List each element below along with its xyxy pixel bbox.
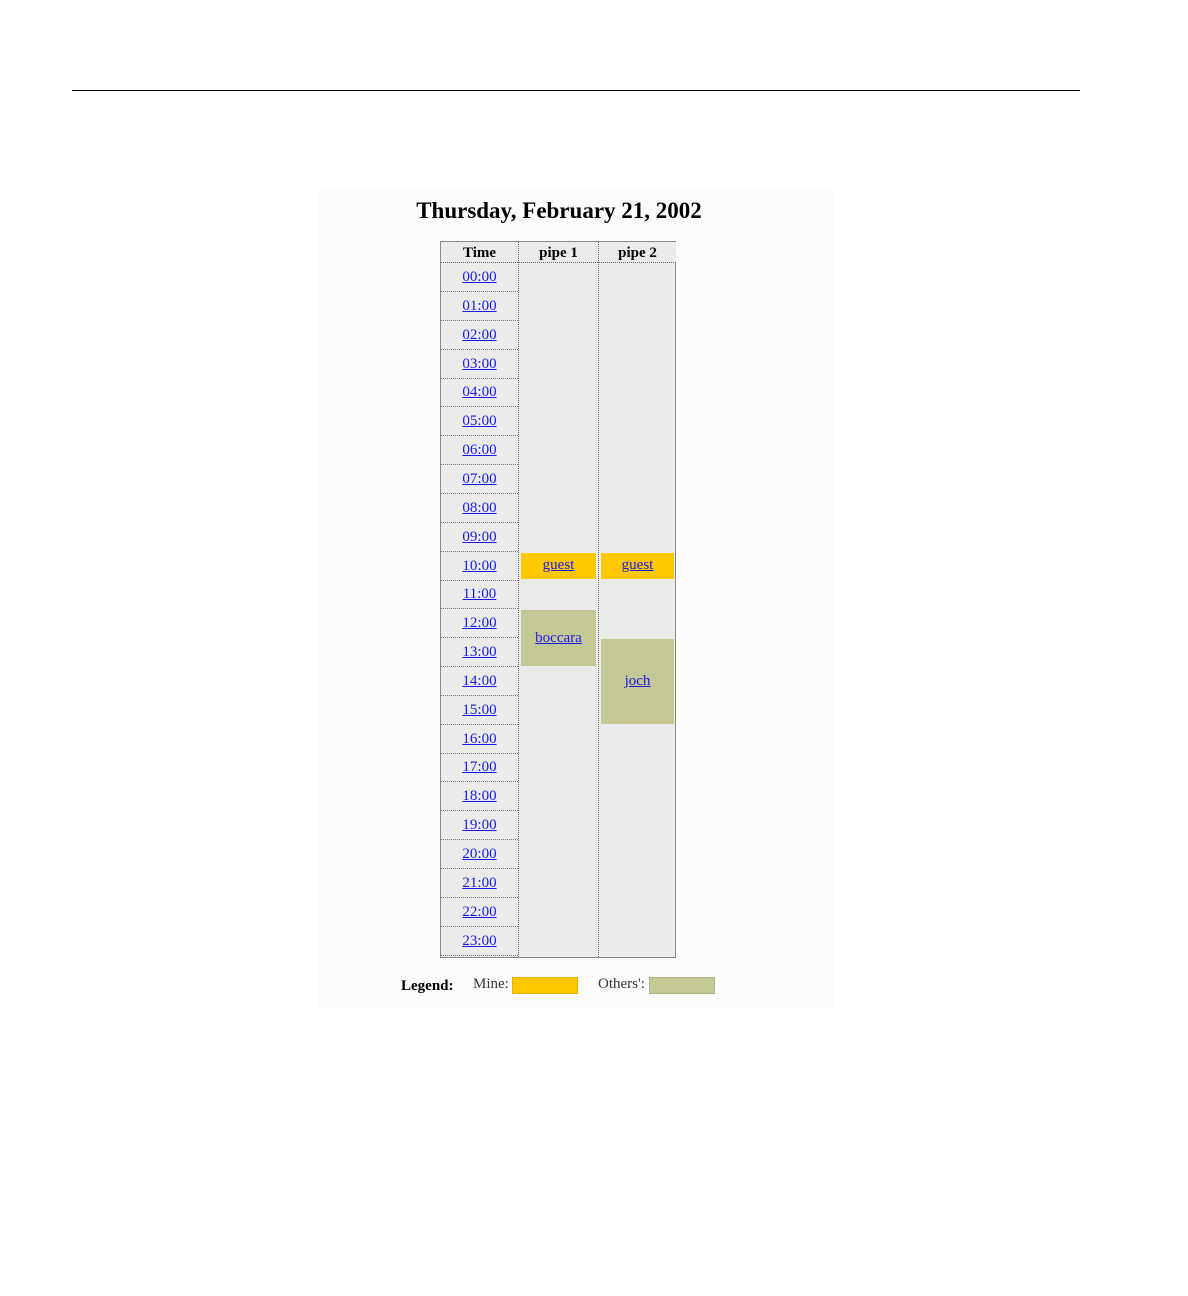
legend-others-swatch — [649, 977, 715, 994]
time-slot-link[interactable]: 22:00 — [462, 903, 497, 920]
time-slot-link[interactable]: 14:00 — [462, 672, 497, 689]
time-slot-row — [441, 638, 518, 667]
time-slot-row — [441, 263, 518, 292]
pipe2-booking-others — [601, 639, 674, 724]
legend — [318, 976, 834, 998]
time-column-header: Time — [441, 242, 518, 263]
time-slot-link[interactable]: 19:00 — [462, 817, 497, 834]
top-horizontal-rule — [72, 90, 1080, 91]
schedule-grid — [440, 241, 676, 958]
time-slot-link[interactable]: 01:00 — [462, 297, 497, 314]
time-slot-row — [441, 436, 518, 465]
time-slot-link[interactable]: 11:00 — [462, 586, 497, 603]
time-slot-link[interactable]: 23:00 — [462, 932, 497, 949]
time-slot-row — [441, 465, 518, 494]
time-slot-link[interactable]: 16:00 — [462, 730, 497, 747]
time-slot-row — [441, 927, 518, 956]
time-slot-row — [441, 321, 518, 350]
time-slot-row — [441, 523, 518, 552]
time-slot-row — [441, 782, 518, 811]
time-slot-row — [441, 753, 518, 782]
time-slot-link[interactable]: 13:00 — [462, 644, 497, 661]
pipe1-booking-mine — [521, 553, 596, 580]
time-slot-row — [441, 609, 518, 638]
time-slot-link[interactable]: 05:00 — [462, 413, 497, 430]
time-slot-link[interactable]: 21:00 — [462, 874, 497, 891]
booking-user-link[interactable]: guest — [621, 557, 654, 574]
time-slot-link[interactable]: 12:00 — [462, 615, 497, 632]
legend-label: Legend: — [401, 978, 454, 994]
booking-user-link[interactable]: boccara — [535, 629, 582, 646]
page-title: Thursday, February 21, 2002 — [416, 198, 702, 223]
schedule-panel — [318, 188, 834, 1008]
time-slot-row — [441, 840, 518, 869]
time-slot-link[interactable]: 17:00 — [462, 759, 497, 776]
time-slot-row — [441, 811, 518, 840]
time-slot-row — [441, 667, 518, 696]
time-slot-row — [441, 407, 518, 436]
time-slot-link[interactable]: 03:00 — [462, 355, 497, 372]
time-slot-row — [441, 898, 518, 927]
time-slot-row — [441, 696, 518, 725]
pipe2-booking-mine — [601, 553, 674, 580]
time-slot-row — [441, 552, 518, 581]
time-slot-row — [441, 378, 518, 407]
pipe1-column-header: pipe 1 — [519, 242, 598, 263]
time-slot-row — [441, 869, 518, 898]
booking-user-link[interactable]: guest — [542, 557, 575, 574]
time-slot-link[interactable]: 02:00 — [462, 326, 497, 343]
time-slot-link[interactable]: 07:00 — [462, 470, 497, 487]
time-slot-link[interactable]: 09:00 — [462, 528, 497, 545]
pipe1-booking-others — [521, 610, 596, 666]
pipe2-column-header: pipe 2 — [599, 242, 676, 263]
time-slot-link[interactable]: 06:00 — [462, 442, 497, 459]
time-slot-row — [441, 494, 518, 523]
time-slot-link[interactable]: 15:00 — [462, 701, 497, 718]
time-slot-link[interactable]: 00:00 — [462, 269, 497, 285]
legend-others-label: Others': — [598, 976, 645, 992]
pipe1-column — [519, 242, 598, 957]
booking-user-link[interactable]: joch — [624, 672, 651, 689]
legend-mine-label: Mine: — [473, 976, 509, 992]
legend-mine-swatch — [512, 977, 578, 994]
time-slot-link[interactable]: 04:00 — [462, 384, 497, 401]
time-column — [441, 242, 518, 957]
time-slot-row — [441, 350, 518, 379]
time-slot-row — [441, 725, 518, 754]
time-slot-link[interactable]: 18:00 — [462, 788, 497, 805]
time-slot-link[interactable]: 10:00 — [462, 557, 497, 574]
time-slot-link[interactable]: 20:00 — [462, 846, 497, 862]
time-slot-link[interactable]: 08:00 — [462, 499, 497, 516]
pipe2-column — [599, 242, 676, 957]
time-slot-row — [441, 580, 518, 609]
time-slot-row — [441, 292, 518, 321]
